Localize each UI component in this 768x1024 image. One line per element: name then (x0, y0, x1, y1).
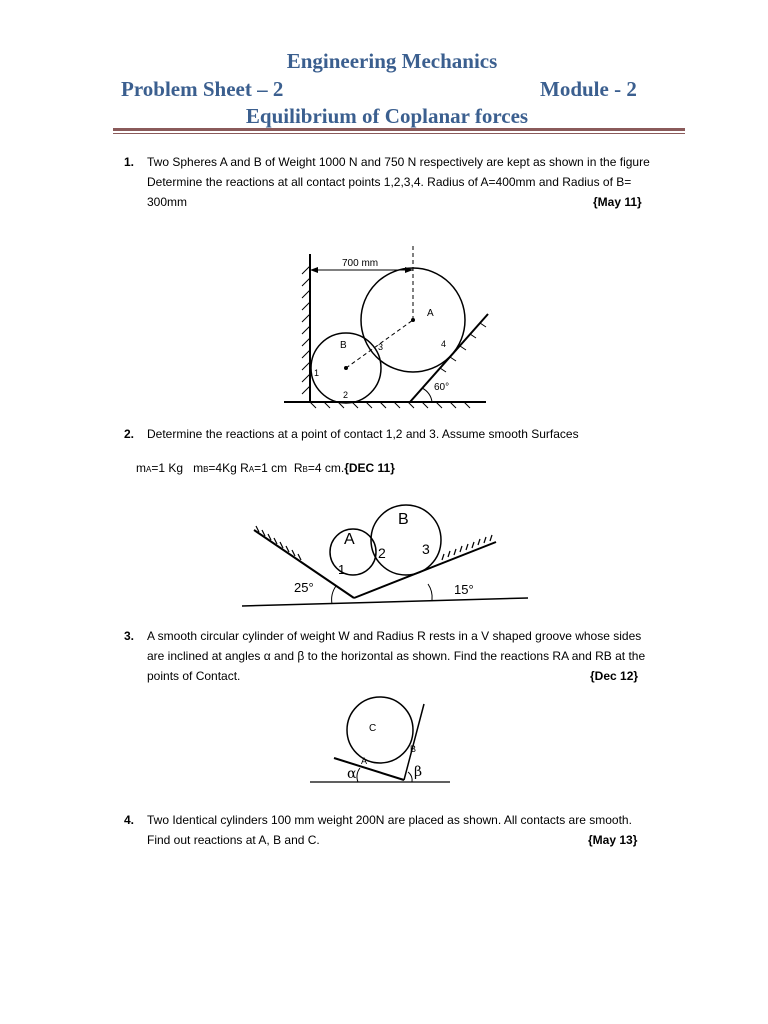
problem-4-line-2: Find out reactions at A, B and C. (147, 833, 320, 847)
document-title: Engineering Mechanics (286, 49, 498, 73)
problem-3-line-3: points of Contact. (147, 669, 241, 683)
problem-2-givens: mA=1 Kg mB=4Kg RA=1 cm RB=4 cm.{DEC 11} (136, 461, 395, 475)
p3-label-a: A (361, 756, 368, 766)
problem-1-number: 1. (124, 155, 135, 169)
problem-3-line-2: are inclined at angles α and β to the horizontal as shown. Find the reactions RA and RB at the (147, 649, 646, 663)
p3-label-c: C (369, 723, 377, 734)
p2-label-a: A (344, 531, 355, 548)
p1-label-b: B (340, 340, 347, 351)
p2-label-b: B (398, 511, 409, 528)
problem-2-figure (232, 488, 532, 610)
problem-2-tag: {DEC 11} (344, 461, 395, 475)
p2-label-2: 2 (378, 545, 386, 561)
problem-4-tag: {May 13} (588, 833, 638, 847)
problem-sheet-label: Problem Sheet – 2 (121, 77, 284, 101)
module-label: Module - 2 (540, 77, 637, 101)
p2-angle-right: 15° (454, 582, 474, 597)
p3-label-b: B (410, 744, 417, 754)
problem-3-figure (300, 696, 460, 792)
problem-1-tag: {May 11} (593, 195, 642, 209)
problem-3-tag: {Dec 12} (590, 669, 639, 683)
problem-3-number: 3. (124, 629, 135, 643)
p3-alpha: α (347, 766, 357, 782)
problem-1-line-1: Two Spheres A and B of Weight 1000 N and 750 N respectively are kept as shown in the figure (147, 155, 650, 169)
problem-4-line-1: Two Identical cylinders 100 mm weight 200N are placed as shown. All contacts are smooth. (147, 813, 632, 827)
problem-3-line-1: A smooth circular cylinder of weight W and Radius R rests in a V shaped groove whose sides (147, 629, 642, 643)
p1-label-4: 4 (441, 339, 447, 349)
header-rule-thin (113, 133, 685, 134)
p1-label-1: 1 (314, 368, 320, 378)
p1-label-2: 2 (343, 390, 349, 400)
problem-1-line-2: Determine the reactions at all contact points 1,2,3,4. Radius of A=400mm and Radius of B= (147, 175, 632, 189)
p1-label-3: 3 (378, 342, 384, 352)
p2-label-1: 1 (338, 562, 346, 577)
header-rule-thick (113, 128, 685, 131)
p2-label-3: 3 (422, 541, 430, 557)
p1-angle-label: 60° (434, 382, 450, 393)
p1-dimension: 700 mm (342, 258, 379, 269)
p1-label-a: A (427, 308, 434, 319)
problem-2-line-1: Determine the reactions at a point of contact 1,2 and 3. Assume smooth Surfaces (147, 427, 579, 441)
problem-2-number: 2. (124, 427, 135, 441)
p2-angle-left: 25° (294, 580, 314, 595)
p3-beta: β (414, 764, 423, 780)
document-subtitle: Equilibrium of Coplanar forces (245, 104, 529, 128)
problem-1-figure (270, 226, 500, 410)
problem-1-line-3: 300mm (147, 195, 188, 209)
problem-4-number: 4. (124, 813, 135, 827)
